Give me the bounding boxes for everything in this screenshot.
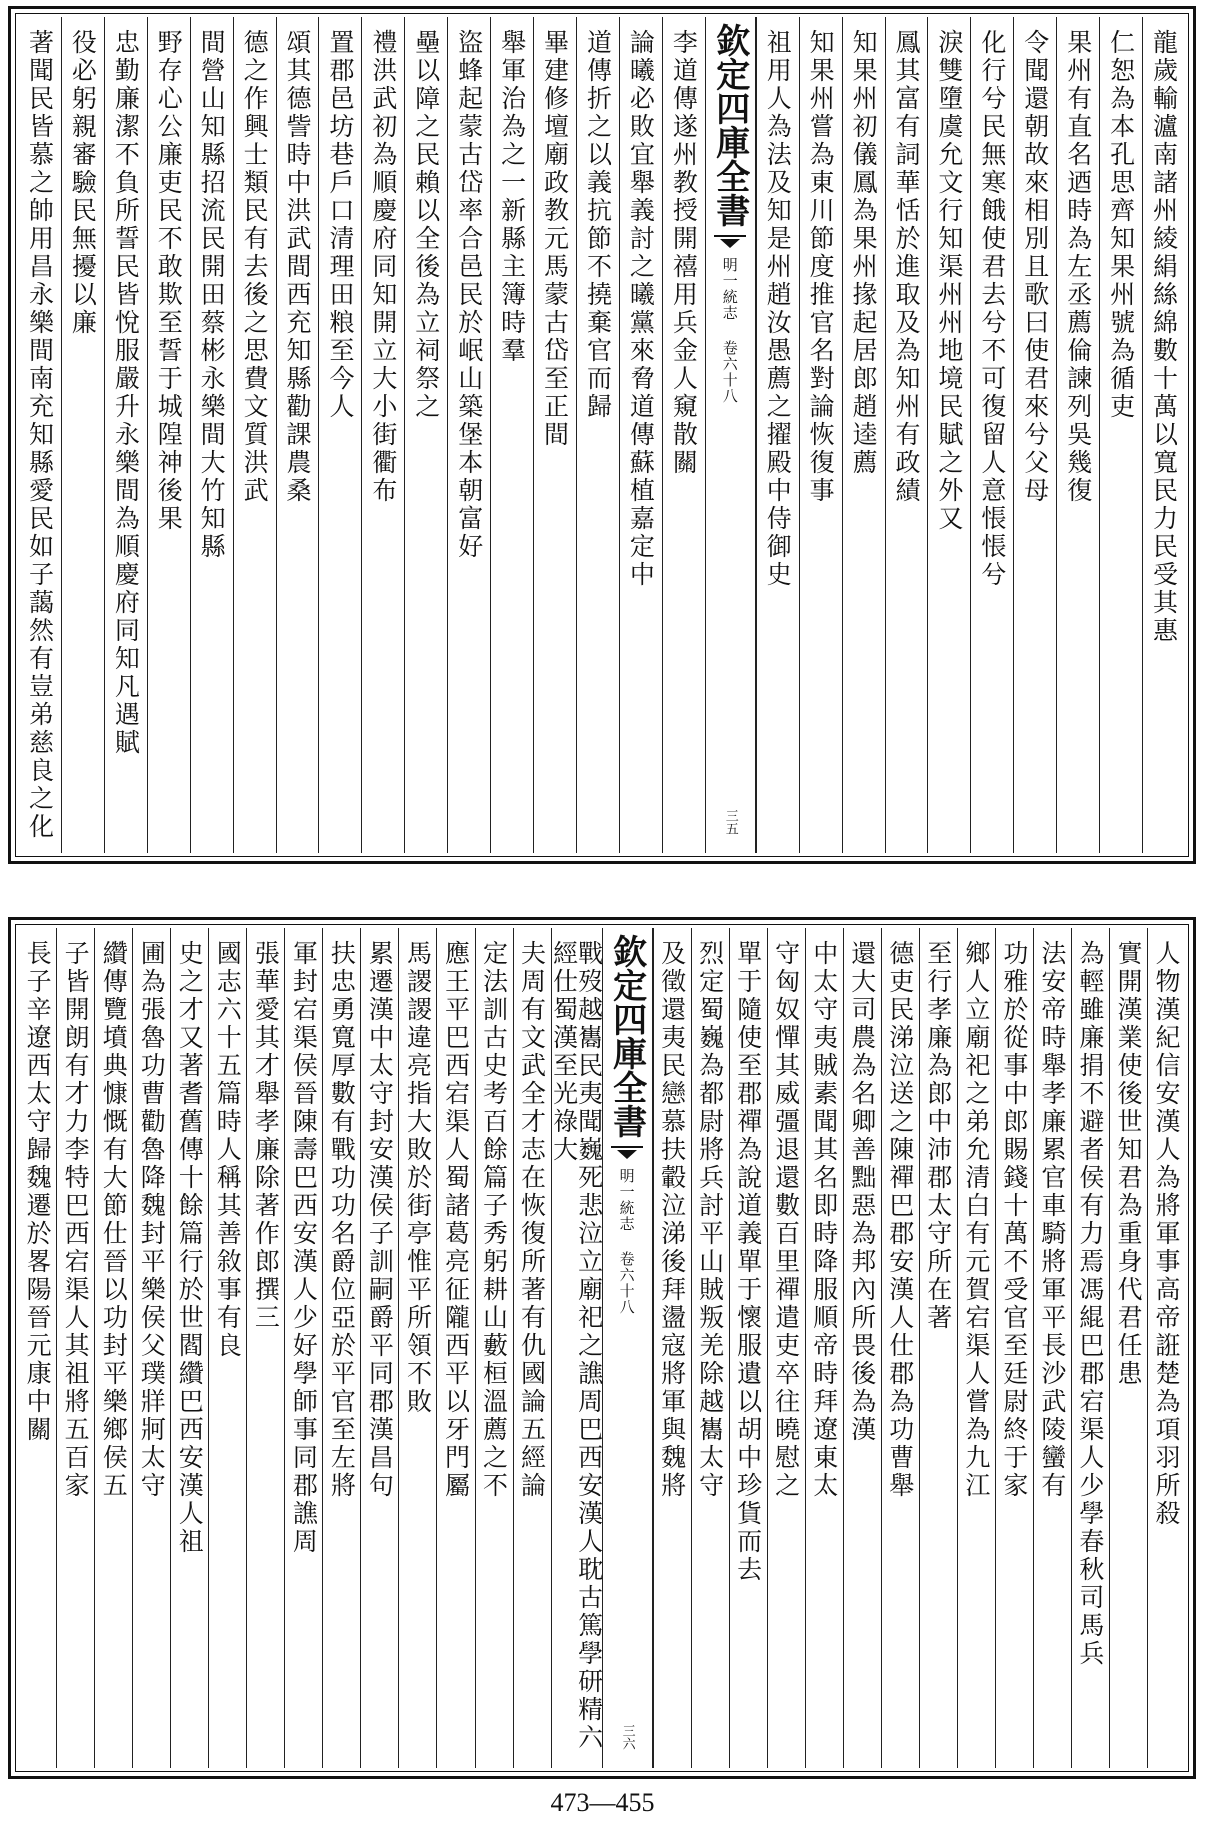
column-text: 圃為張魯功曹勸魯降魏封平樂侯父璞牂牁太守 [137,940,167,1500]
text-column [1147,928,1185,1768]
text-column [61,17,104,853]
column-text: 守匈奴憚其威彊退還數百里禪遣吏卒往曉慰之 [771,940,801,1500]
text-column [322,928,360,1768]
column-text: 馬謖謖違亮指大敗於街亭惟平所領不敗 [403,940,433,1416]
text-column [147,17,190,853]
column-text: 禮洪武初為順慶府同知開立大小街衢布 [368,29,398,505]
column-text: 累遷漢中太守封安漢侯子訓嗣爵平同郡漢昌句 [365,940,395,1500]
column-text: 祖用人為法及知是州趙汝愚薦之擢殿中侍御史 [763,29,793,589]
text-column [1142,17,1185,853]
column-text: 人物漢紀信安漢人為將軍事高帝誑楚為項羽所殺 [1151,940,1181,1528]
text-column [995,928,1033,1768]
fold-title: 欽定四庫全書 [709,23,750,227]
column-text: 著聞民皆慕之帥用昌永樂間南充知縣愛民如子藹然有豈弟慈良之化 [25,29,55,841]
column-text: 舉軍治為之一新縣主簿時羣 [497,29,527,365]
column-text: 龍歲輸瀘南諸州綾絹絲綿數十萬以寬民力民受其惠 [1149,29,1179,645]
column-text: 頌其德訾時中洪武間西充知縣勸課農桑 [283,29,313,505]
column-text: 法安帝時舉孝廉累官車騎將軍平長沙武陵蠻有 [1037,940,1067,1500]
fold-center-strip [705,17,756,853]
text-column [475,928,513,1768]
text-column [881,928,919,1768]
text-column [1099,17,1142,853]
text-column [842,17,885,853]
column-text: 畢建修壇廟政教元馬蒙古岱至正間 [540,29,570,449]
column-text: 張華愛其才舉孝廉除著作郎撰三 [251,940,281,1332]
column-text: 長子辛遼西太守歸魏遷於畧陽晉元康中關 [23,940,53,1444]
text-column [805,928,843,1768]
column-text: 中太守夷賊素聞其名即時降服順帝時拜遼東太 [809,940,839,1500]
column-text: 還大司農為名卿善黜惡為邦內所畏後為漢 [847,940,877,1444]
text-column [404,17,447,853]
text-column [361,17,404,853]
text-column [551,928,602,1768]
column-text: 軍封宕渠侯晉陳壽巴西安漢人少好學師事同郡譙周 [289,940,319,1556]
column-text: 野存心公廉吏民不敢欺至誓于城隍神後果 [154,29,184,533]
column-text: 役必躬親審驗民無擾以廉 [68,29,98,337]
top-page [8,6,1196,864]
top-page-columns [19,17,1185,853]
text-column [1013,17,1056,853]
column-text: 仁恕為本孔思齊知果州號為循吏 [1106,29,1136,421]
text-column [957,928,995,1768]
column-text: 間營山知縣招流民開田蔡彬永樂間大竹知縣 [197,29,227,561]
fold-volume: 明一統志 卷六十八 [720,257,739,404]
column-text: 論曦必敗宜舉義討之曦黨來脅道傳蘇植嘉定中 [626,29,656,589]
column-text: 壘以障之民賴以全後為立祠祭之 [411,29,441,421]
text-column [104,17,147,853]
column-text: 實開漢業使後世知君為重身代君任患 [1113,940,1143,1388]
column-text: 果州有直名迺時為左丞薦倫諫列吳幾復 [1063,29,1093,505]
text-column [799,17,842,853]
text-column [619,17,662,853]
column-text: 國志六十五篇時人稱其善敘事有良 [213,940,243,1360]
text-column [56,928,94,1768]
column-text: 令聞還朝故來相別且歌曰使君來兮父母 [1020,29,1050,505]
column-text: 知果州初儀鳳為果州掾起居郎趙逵薦 [849,29,879,477]
column-text: 知果州嘗為東川節度推官名對論恢復事 [806,29,836,505]
text-column [919,928,957,1768]
text-column [1056,17,1099,853]
column-text: 烈定蜀巍為都尉將兵討平山賊叛羌除越巂太守 [695,940,725,1500]
text-column [767,928,805,1768]
text-column [1109,928,1147,1768]
text-column [729,928,767,1768]
column-text: 為輕雖廉捐不避者侯有力焉馮緄巴郡宕渠人少學春秋司馬兵 [1075,940,1105,1668]
text-column [490,17,533,853]
column-text: 定法訓古史考百餘篇子秀躬耕山藪桓溫薦之不 [479,940,509,1500]
column-text: 李道傳遂州教授開禧用兵金人窺散關 [669,29,699,477]
text-column [233,17,276,853]
text-column [94,928,132,1768]
column-text: 夫周有文武全才志在恢復所著有仇國論五經論 [517,940,547,1500]
page-number: 473—455 [550,1788,655,1817]
column-text: 至行孝廉為郎中沛郡太守所在著 [923,940,953,1332]
text-column [398,928,436,1768]
text-column [843,928,881,1768]
column-text: 纘傳覽墳典慷慨有大節仕晉以功封平樂鄉侯五 [99,940,129,1500]
fold-leaf-number: 三五 [722,809,738,835]
text-column [691,928,729,1768]
fold-center-strip [602,928,653,1768]
column-text: 戰歿越巂民夷聞巍死悲泣立廟祀之譙周巴西安漢人耽古篤學研精六經仕蜀漢至光祿大 [549,940,604,1752]
column-text: 史之才又著耆舊傳十餘篇行於世閻纘巴西安漢人祖 [175,940,205,1556]
column-text: 德之作興士類民有去後之思費文質洪武 [240,29,270,505]
fish-tail-mark-icon [712,233,748,251]
bottom-page-columns [19,928,1185,1768]
text-column [756,17,799,853]
text-column [533,17,576,853]
text-column [927,17,970,853]
column-text: 置郡邑坊巷戶口清理田粮至今人 [325,29,355,421]
text-column [885,17,928,853]
column-text: 單于隨使至郡禪為說道義單于懷服遺以胡中珍貨而去 [733,940,763,1584]
column-text: 化行兮民無寒餓使君去兮不可復留人意悵悵兮 [977,29,1007,589]
text-column [513,928,551,1768]
column-text: 忠勤廉潔不負所誓民皆悅服嚴升永樂間為順慶府同知凡遇賦 [111,29,141,757]
bottom-page [8,917,1196,1779]
column-text: 道傳折之以義抗節不撓棄官而歸 [583,29,613,421]
text-column [246,928,284,1768]
fold-title: 欽定四庫全書 [606,934,647,1138]
fold-volume: 明一統志 卷六十八 [617,1168,636,1315]
text-column [970,17,1013,853]
text-column [662,17,705,853]
column-text: 德吏民涕泣送之陳禪巴郡安漢人仕郡為功曹舉 [885,940,915,1500]
text-column [318,17,361,853]
fold-leaf-number: 三六 [619,1724,635,1750]
column-text: 應王平巴西宕渠人蜀諸葛亮征隴西平以牙門屬 [441,940,471,1500]
column-text: 鄉人立廟祀之弟允清白有元賀宕渠人嘗為九江 [961,940,991,1500]
text-column [576,17,619,853]
column-text: 扶忠勇寬厚數有戰功功名爵位亞於平官至左將 [327,940,357,1500]
text-column [19,928,56,1768]
text-column [170,928,208,1768]
text-column [360,928,398,1768]
text-column [190,17,233,853]
column-text: 及徵還夷民戀慕扶轂泣涕後拜盪寇將軍與魏將 [657,940,687,1500]
fish-tail-mark-icon [609,1144,645,1162]
text-column [1071,928,1109,1768]
text-column [447,17,490,853]
column-text: 鳳其富有詞華恬於進取及為知州有政績 [892,29,921,505]
text-column [1033,928,1071,1768]
column-text: 功雅於從事中郎賜錢十萬不受官至廷尉終于家 [999,940,1029,1500]
column-text: 子皆開朗有才力李特巴西宕渠人其祖將五百家 [61,940,91,1500]
text-column [653,928,691,1768]
text-column [208,928,246,1768]
text-column [132,928,170,1768]
text-column [284,928,322,1768]
text-column [276,17,319,853]
column-text: 淚雙墮虞允文行知渠州州地境民賦之外又 [934,29,964,533]
text-column [19,17,61,853]
column-text: 盜蜂起蒙古岱率合邑民於岷山築堡本朝富好 [454,29,484,561]
text-column [436,928,474,1768]
